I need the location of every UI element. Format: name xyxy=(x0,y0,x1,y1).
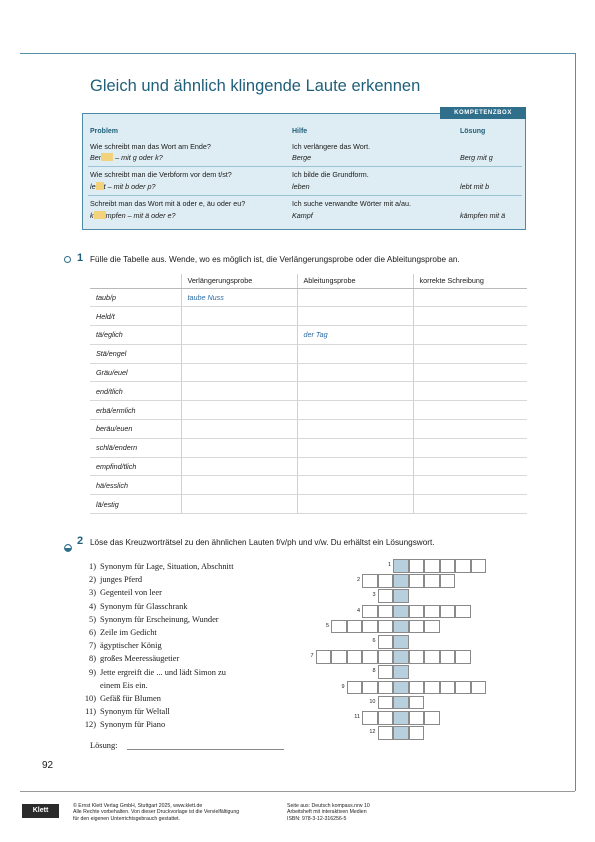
crossword-cell[interactable] xyxy=(331,650,347,664)
clue-item: 7) ägyptischer König xyxy=(89,641,162,651)
crossword-solution-cell[interactable] xyxy=(393,635,409,649)
crossword-cell[interactable] xyxy=(362,650,378,664)
word-cell: empfind/tlich xyxy=(90,457,181,476)
crossword-solution-cell[interactable] xyxy=(393,589,409,603)
answer-cell[interactable] xyxy=(413,326,527,345)
crossword-row-number: 10 xyxy=(369,698,376,705)
crossword-cell[interactable] xyxy=(378,696,394,710)
crossword-cell[interactable] xyxy=(471,559,487,573)
answer-cell[interactable] xyxy=(413,344,527,363)
crossword-cell[interactable] xyxy=(409,650,425,664)
word-cell: Gräu/euel xyxy=(90,363,181,382)
crossword-cell[interactable] xyxy=(378,711,394,725)
table-row xyxy=(90,438,527,457)
crossword-row-number: 2 xyxy=(356,577,360,584)
answer-cell[interactable] xyxy=(297,457,413,476)
crossword-cell[interactable] xyxy=(347,650,363,664)
clue-item: 4) Synonym für Glasschrank xyxy=(89,601,188,611)
table-header-cell xyxy=(90,274,181,288)
crossword-cell[interactable] xyxy=(378,650,394,664)
answer-cell[interactable] xyxy=(181,326,297,345)
crossword-cell[interactable] xyxy=(378,681,394,695)
crossword-row-number: 5 xyxy=(325,622,329,629)
crossword-cell[interactable] xyxy=(424,574,440,588)
word-table xyxy=(90,274,527,514)
crossword-cell[interactable] xyxy=(409,681,425,695)
answer-cell[interactable] xyxy=(413,382,527,401)
crossword-cell[interactable] xyxy=(409,726,425,740)
table-row xyxy=(90,476,527,495)
solution-line[interactable] xyxy=(127,749,284,750)
answer-cell[interactable] xyxy=(297,382,413,401)
right-rule xyxy=(575,53,576,791)
word-cell: end/tlich xyxy=(90,382,181,401)
solution-label: Lösung: xyxy=(90,741,118,750)
crossword-cell[interactable] xyxy=(316,650,332,664)
crossword-cell[interactable] xyxy=(440,574,456,588)
footer-source: Seite aus: Deutsch kompass.nrw 10 Arbeitsheft mit interaktiven Medien ISBN: 978-3-12-316256-5 xyxy=(287,803,370,822)
crossword-cell[interactable] xyxy=(455,650,471,664)
crossword-cell[interactable] xyxy=(424,605,440,619)
klett-logo: Klett xyxy=(22,804,59,818)
crossword-cell[interactable] xyxy=(424,620,440,634)
difficulty-half-circle-icon xyxy=(64,539,72,547)
task2-instruction: Löse das Kreuzworträtsel zu den ähnlichen Lauten f/v/ph und v/w. Du erhältst ein Lösungswort. xyxy=(90,538,435,547)
page-title: Gleich und ähnlich klingende Laute erkennen xyxy=(90,77,421,95)
table-header-row xyxy=(90,274,527,288)
kbox-problem-1: Wie schreibt man das Wort am Ende? xyxy=(90,142,211,151)
crossword-row-number: 12 xyxy=(369,729,376,736)
crossword-cell[interactable] xyxy=(409,620,425,634)
header-loesung: Lösung xyxy=(460,128,486,135)
answer-cell[interactable] xyxy=(413,495,527,514)
clue-item: 12) Synonym für Piano xyxy=(84,720,166,730)
difficulty-circle-icon xyxy=(64,256,71,263)
table-row xyxy=(90,288,527,307)
top-rule xyxy=(20,53,575,54)
answer-cell[interactable] xyxy=(413,420,527,439)
crossword-solution-cell[interactable] xyxy=(393,681,409,695)
word-cell: taub/p xyxy=(90,288,181,307)
page-number: 92 xyxy=(42,760,54,771)
clue-item: 2) junges Pferd xyxy=(89,575,143,585)
answer-cell[interactable] xyxy=(413,438,527,457)
clue-item: 6) Zeile im Gedicht xyxy=(89,627,157,637)
footer-rule xyxy=(20,791,575,792)
crossword-cell[interactable] xyxy=(409,574,425,588)
answer-cell[interactable] xyxy=(413,307,527,326)
task1-number: 1 xyxy=(77,252,84,264)
answer-cell[interactable]: taube Nuss xyxy=(181,288,297,307)
answer-cell[interactable] xyxy=(413,457,527,476)
crossword-cell[interactable] xyxy=(440,559,456,573)
kbox-hilfe-example-3: Kampf xyxy=(292,211,313,220)
word-cell: tä/eglich xyxy=(90,326,181,345)
word-cell: Held/t xyxy=(90,307,181,326)
crossword-cell[interactable] xyxy=(409,605,425,619)
answer-cell[interactable] xyxy=(297,495,413,514)
answer-cell[interactable] xyxy=(181,495,297,514)
crossword-cell[interactable] xyxy=(362,605,378,619)
crossword-cell[interactable] xyxy=(347,620,363,634)
header-hilfe: Hilfe xyxy=(292,128,308,135)
crossword-cell[interactable] xyxy=(362,711,378,725)
answer-cell[interactable] xyxy=(297,476,413,495)
table-row xyxy=(90,401,527,420)
clue-list xyxy=(82,562,234,733)
kbox-example-3: k mpfen – mit ä oder e? xyxy=(90,211,176,220)
task1-instruction: Fülle die Tabelle aus. Wende, wo es möglich ist, die Verlängerungsprobe oder die Ableitungsprobe an. xyxy=(90,255,460,264)
crossword-cell[interactable] xyxy=(409,559,425,573)
kbox-example-1: Ber – mit g oder k? xyxy=(90,153,163,162)
crossword-cell[interactable] xyxy=(378,620,394,634)
crossword-cell[interactable] xyxy=(331,620,347,634)
table-row xyxy=(90,307,527,326)
crossword-cell[interactable] xyxy=(409,711,425,725)
kbox-hilfe-2: Ich bilde die Grundform. xyxy=(292,170,369,179)
answer-cell[interactable] xyxy=(413,476,527,495)
answer-cell[interactable] xyxy=(181,344,297,363)
crossword-cell[interactable] xyxy=(455,681,471,695)
crossword-row-number: 8 xyxy=(372,668,376,675)
crossword-row-number: 6 xyxy=(372,638,376,644)
answer-cell[interactable] xyxy=(181,438,297,457)
answer-cell[interactable] xyxy=(413,363,527,382)
crossword-row-number: 4 xyxy=(356,607,360,614)
crossword-cell[interactable] xyxy=(440,681,456,695)
table-row xyxy=(90,495,527,514)
table-row xyxy=(90,420,527,439)
crossword-cell[interactable] xyxy=(378,726,394,740)
table-header-cell: Verlängerungsprobe xyxy=(181,274,297,288)
answer-cell[interactable] xyxy=(181,476,297,495)
header-problem: Problem xyxy=(90,128,119,135)
crossword-solution-cell[interactable] xyxy=(393,559,409,573)
crossword-solution-cell[interactable] xyxy=(393,726,409,740)
answer-cell[interactable] xyxy=(181,307,297,326)
table-header-cell: Ableitungsprobe xyxy=(297,274,413,288)
crossword-row-number: 9 xyxy=(341,683,345,690)
answer-cell[interactable] xyxy=(181,363,297,382)
crossword-cell[interactable] xyxy=(378,665,394,679)
crossword-cell[interactable] xyxy=(409,696,425,710)
word-cell: schlä/endern xyxy=(90,438,181,457)
table-row xyxy=(90,344,527,363)
word-cell: hä/esslich xyxy=(90,476,181,495)
table-row xyxy=(90,363,527,382)
clue-item: 1) Synonym für Lage, Situation, Abschnitt xyxy=(89,562,234,571)
crossword-cell[interactable] xyxy=(362,574,378,588)
task2-number: 2 xyxy=(77,535,84,547)
word-cell: beräu/euen xyxy=(90,420,181,439)
kbox-hilfe-example-1: Berge xyxy=(292,153,312,162)
table-row xyxy=(90,457,527,476)
crossword-row-number: 11 xyxy=(354,714,360,720)
word-cell: erbä/ermlich xyxy=(90,401,181,420)
table-header-cell: korrekte Schreibung xyxy=(413,274,527,288)
crossword-cell[interactable] xyxy=(347,681,363,695)
answer-cell[interactable] xyxy=(297,420,413,439)
kbox-separator xyxy=(88,195,522,196)
answer-cell[interactable] xyxy=(181,382,297,401)
answer-cell[interactable] xyxy=(181,401,297,420)
answer-cell[interactable] xyxy=(181,457,297,476)
kbox-loesung-2: lebt mit b xyxy=(460,182,490,191)
answer-cell[interactable]: der Tag xyxy=(297,326,413,345)
crossword-solution-cell[interactable] xyxy=(393,620,409,634)
crossword-solution-cell[interactable] xyxy=(393,711,409,725)
answer-cell[interactable] xyxy=(297,438,413,457)
crossword-cell[interactable] xyxy=(455,559,471,573)
table-row xyxy=(90,382,527,401)
footer-copyright: © Ernst Klett Verlag GmbH, Stuttgart 2025, www.klett.de Alle Rechte vorbehalten. Von dieser Druckvorlage ist die Vervielfältigung für den eigenen Unterrichtsgebrauch gestattet. xyxy=(73,803,240,822)
crossword-cell[interactable] xyxy=(440,605,456,619)
answer-cell[interactable] xyxy=(181,420,297,439)
clue-item: 5) Synonym für Erscheinung, Wunder xyxy=(89,614,219,624)
crossword-cell[interactable] xyxy=(471,681,487,695)
word-cell: Stä/engel xyxy=(90,344,181,363)
crossword-row-number: 1 xyxy=(387,562,391,568)
clue-item: einem Eis ein. xyxy=(100,680,148,690)
kbox-hilfe-example-2: leben xyxy=(292,182,310,191)
crossword-cell[interactable] xyxy=(424,650,440,664)
crossword-cell[interactable] xyxy=(424,559,440,573)
answer-cell[interactable] xyxy=(413,401,527,420)
crossword-cell[interactable] xyxy=(424,681,440,695)
crossword-cell[interactable] xyxy=(378,589,394,603)
clue-item: 3) Gegenteil von leer xyxy=(89,588,162,598)
clue-item: 8) großes Meeressäugetier xyxy=(89,654,180,664)
crossword-cell[interactable] xyxy=(424,711,440,725)
crossword-cell[interactable] xyxy=(378,574,394,588)
kompetenzbox-badge: KOMPETENZBOX xyxy=(440,107,526,119)
crossword-solution-cell[interactable] xyxy=(393,665,409,679)
kbox-separator xyxy=(88,166,522,167)
kbox-hilfe-3: Ich suche verwandte Wörter mit a/au. xyxy=(292,199,412,208)
clue-item: 10) Gefäß für Blumen xyxy=(84,693,161,703)
crossword-cell[interactable] xyxy=(378,605,394,619)
clue-item: 9) Jette ergreift die ... und lädt Simon zu xyxy=(89,667,226,677)
crossword-cell[interactable] xyxy=(378,635,394,649)
kbox-loesung-1: Berg mit g xyxy=(460,153,493,162)
kbox-example-2: le t – mit b oder p? xyxy=(90,182,156,191)
kbox-problem-2: Wie schreibt man die Verbform vor dem t/st? xyxy=(90,170,232,179)
word-cell: lä/estig xyxy=(90,495,181,514)
answer-cell[interactable] xyxy=(413,288,527,307)
answer-cell[interactable] xyxy=(297,288,413,307)
crossword-row-number: 3 xyxy=(372,592,376,599)
answer-cell[interactable] xyxy=(297,363,413,382)
answer-cell[interactable] xyxy=(297,307,413,326)
crossword-solution-cell[interactable] xyxy=(393,605,409,619)
crossword-solution-cell[interactable] xyxy=(393,650,409,664)
answer-cell[interactable] xyxy=(297,401,413,420)
kbox-loesung-3: kämpfen mit ä xyxy=(460,211,506,220)
kbox-hilfe-1: Ich verlängere das Wort. xyxy=(292,142,371,151)
kbox-problem-3: Schreibt man das Wort mit ä oder e, äu oder eu? xyxy=(90,199,246,208)
crossword-cell[interactable] xyxy=(455,605,471,619)
table-row xyxy=(90,326,527,345)
crossword-cell[interactable] xyxy=(440,650,456,664)
answer-cell[interactable] xyxy=(297,344,413,363)
crossword-row-number: 7 xyxy=(310,653,314,660)
crossword-solution-cell[interactable] xyxy=(393,696,409,710)
crossword-cell[interactable] xyxy=(362,620,378,634)
crossword-solution-cell[interactable] xyxy=(393,574,409,588)
crossword-cell[interactable] xyxy=(362,681,378,695)
clue-item: 11) Synonym für Weltall xyxy=(85,707,170,717)
